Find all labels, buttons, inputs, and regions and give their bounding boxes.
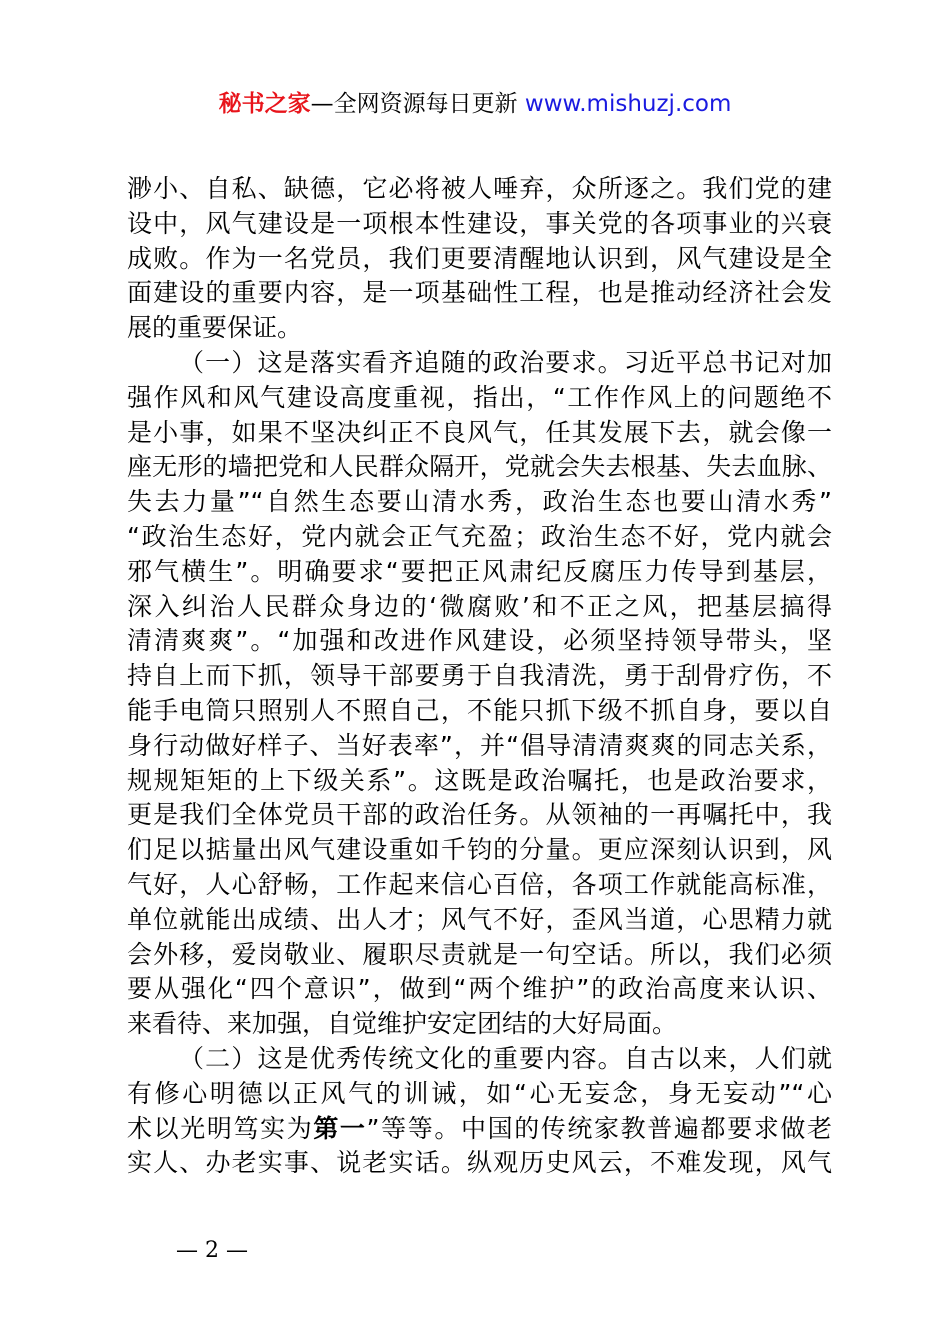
line-segment: 术以光明笃实为: [127, 1113, 314, 1143]
text-line: “政治生态好，党内就会正气充盈；政治生态不好，党内就会: [127, 521, 832, 551]
document-body: [127, 172, 832, 1181]
text-line: 气好，人心舒畅，工作起来信心百倍，各项工作就能高标准，: [127, 869, 832, 899]
text-line: 邪气横生”。明确要求“要把正风肃纪反腐压力传导到基层，: [127, 556, 832, 586]
text-line: 成败。作为一名党员，我们更要清醒地认识到，风气建设是全: [127, 243, 832, 273]
text-line: 会外移，爱岗敬业、履职尽责就是一句空话。所以，我们必须: [127, 939, 832, 969]
text-line: 们足以掂量出风气建设重如千钧的分量。更应深刻认识到，风: [127, 835, 832, 865]
text-line: 展的重要保证。: [127, 313, 303, 343]
text-line: 身行动做好样子、当好表率”，并“倡导清清爽爽的同志关系，: [127, 730, 832, 760]
text-line: 强作风和风气建设高度重视，指出，“工作作风上的问题绝不: [127, 382, 832, 412]
text-line: 座无形的墙把党和人民群众隔开，党就会失去根基、失去血脉、: [127, 452, 832, 482]
text-line: 失去力量”“自然生态要山清水秀，政治生态也要山清水秀”: [127, 487, 832, 517]
banner-tagline: —全网资源每日更新: [310, 91, 518, 117]
text-line: 要从强化“四个意识”，做到“两个维护”的政治高度来认识、: [127, 974, 832, 1004]
section-heading-line: （一）这是落实看齐追随的政治要求。习近平总书记对加: [179, 347, 832, 377]
text-line: 单位就能出成绩、出人才；风气不好，歪风当道，心思精力就: [127, 904, 832, 934]
text-line: 规规矩矩的上下级关系”。这既是政治嘱托，也是政治要求，: [127, 765, 832, 795]
text-line: 设中，风气建设是一项根本性建设，事关党的各项事业的兴衰: [127, 208, 832, 238]
section-heading-line: （二）这是优秀传统文化的重要内容。自古以来，人们就: [179, 1043, 832, 1073]
text-line: 是小事，如果不坚决纠正不良风气，任其发展下去，就会像一: [127, 417, 832, 447]
bold-emphasis: 第一: [313, 1113, 367, 1143]
text-line: 渺小、自私、缺德，它必将被人唾弃，众所逐之。我们党的建: [127, 174, 832, 203]
site-banner: [0, 86, 950, 122]
text-line: 持自上而下抓，领导干部要勇于自我清洗，勇于刮骨疗伤，不: [127, 661, 832, 691]
text-line: 实人、办老实事、说老实话。纵观历史风云，不难发现，风气: [127, 1148, 832, 1178]
text-line: [127, 1112, 832, 1147]
text-line: 能手电筒只照别人不照自己，不能只抓下级不抓自身，要以自: [127, 695, 832, 725]
text-line: 清清爽爽”。“加强和改进作风建设，必须坚持领导带头，坚: [127, 626, 832, 656]
text-line: 有修心明德以正风气的训诫，如“心无妄念，身无妄动”“心: [127, 1078, 832, 1108]
banner-url[interactable]: www.mishuzj.com: [524, 91, 732, 117]
text-line: 更是我们全体党员干部的政治任务。从领袖的一再嘱托中，我: [127, 800, 832, 830]
brand-name: 秘书之家: [218, 91, 311, 117]
text-line: 深入纠治人民群众身边的‘微腐败’和不正之风，把基层搞得: [127, 591, 832, 621]
line-segment: ”等等。中国的传统家教普遍都要求做老: [366, 1113, 832, 1143]
text-line: 面建设的重要内容，是一项基础性工程，也是推动经济社会发: [127, 278, 832, 308]
page-number: — 2 —: [176, 1238, 248, 1263]
text-line: 来看待、来加强，自觉维护安定团结的大好局面。: [127, 1009, 678, 1039]
